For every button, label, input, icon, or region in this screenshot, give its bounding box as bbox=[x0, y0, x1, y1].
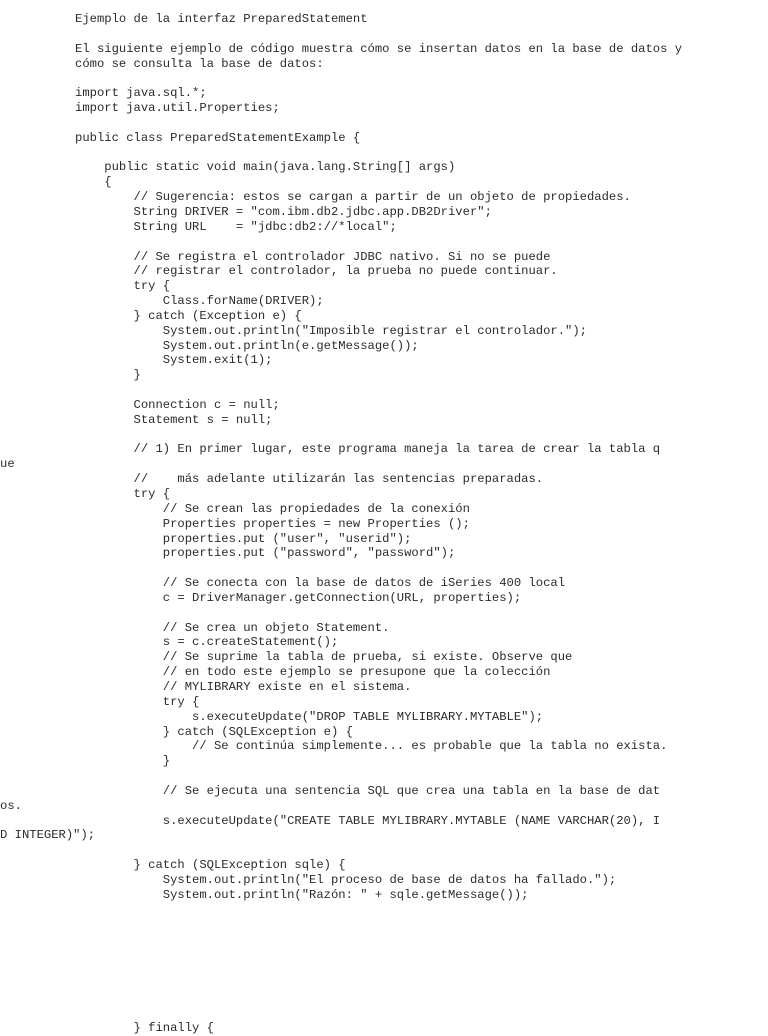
code-line: try { bbox=[75, 694, 200, 709]
code-listing bbox=[0, 12, 683, 1036]
code-line bbox=[75, 428, 682, 443]
code-line bbox=[75, 977, 682, 992]
code-line: // Se conecta con la base de datos de iSeries 400 local bbox=[75, 576, 566, 591]
code-line: System.exit(1); bbox=[75, 353, 273, 368]
code-line: Statement s = null; bbox=[75, 412, 273, 427]
code-line: s = c.createStatement(); bbox=[75, 635, 339, 650]
code-line: cómo se consulta la base de datos: bbox=[75, 56, 324, 71]
code-line: // MYLIBRARY existe en el sistema. bbox=[75, 679, 412, 694]
code-line: } catch (SQLException e) { bbox=[75, 724, 353, 739]
code-line: // en todo este ejemplo se presupone que la colección bbox=[75, 665, 551, 680]
code-line: String URL = "jdbc:db2://*local"; bbox=[75, 219, 397, 234]
code-line bbox=[75, 116, 682, 131]
code-line: String DRIVER = "com.ibm.db2.jdbc.app.DB2Driver"; bbox=[75, 204, 492, 219]
code-line: // Se suprime la tabla de prueba, si existe. Observe que bbox=[75, 650, 573, 665]
code-line bbox=[75, 992, 682, 1007]
code-line bbox=[75, 1007, 682, 1022]
code-line: // Sugerencia: estos se cargan a partir de un objeto de propiedades. bbox=[75, 190, 631, 205]
code-line bbox=[75, 962, 682, 977]
code-line bbox=[75, 71, 682, 86]
code-line: El siguiente ejemplo de código muestra cómo se insertan datos en la base de datos y bbox=[75, 41, 683, 56]
code-line: properties.put ("user", "userid"); bbox=[75, 531, 412, 546]
code-line bbox=[75, 606, 682, 621]
code-line: } catch (SQLException sqle) { bbox=[75, 858, 346, 873]
code-line: Class.forName(DRIVER); bbox=[75, 294, 324, 309]
code-line bbox=[75, 235, 682, 250]
code-line: System.out.println("Imposible registrar el controlador."); bbox=[75, 323, 587, 338]
document-title: Ejemplo de la interfaz PreparedStatement bbox=[75, 12, 368, 26]
code-line bbox=[75, 561, 682, 576]
code-line: public class PreparedStatementExample { bbox=[75, 130, 361, 145]
code-line: System.out.println("Razón: " + sqle.getMessage()); bbox=[75, 887, 529, 902]
code-line: } finally { bbox=[75, 1021, 214, 1036]
code-line: System.out.println("El proceso de base de datos ha fallado."); bbox=[75, 872, 617, 887]
code-line: // Se registra el controlador JDBC nativo. Si no se puede bbox=[75, 249, 551, 264]
code-line: // Se crea un objeto Statement. bbox=[75, 620, 390, 635]
code-line bbox=[75, 947, 682, 962]
code-line: // Se ejecuta una sentencia SQL que crea una tabla en la base de dat bbox=[75, 783, 661, 798]
code-line: // registrar el controlador, la prueba no puede continuar. bbox=[75, 264, 558, 279]
code-line: s.executeUpdate("DROP TABLE MYLIBRARY.MYTABLE"); bbox=[75, 709, 544, 724]
code-line bbox=[75, 932, 682, 947]
code-line: // 1) En primer lugar, este programa maneja la tarea de crear la tabla q bbox=[75, 442, 661, 457]
code-line: System.out.println(e.getMessage()); bbox=[75, 338, 419, 353]
code-line: } bbox=[75, 754, 171, 769]
code-line: { bbox=[75, 175, 112, 190]
code-line: public static void main(java.lang.String[] args) bbox=[75, 160, 456, 175]
code-line bbox=[75, 383, 682, 398]
code-line bbox=[75, 917, 682, 932]
code-line: os. bbox=[0, 798, 22, 813]
code-line: Connection c = null; bbox=[75, 397, 280, 412]
code-line: try { bbox=[75, 487, 171, 501]
code-line: ue bbox=[0, 457, 15, 472]
code-line: // Se continúa simplemente... es probable que la tabla no exista. bbox=[75, 739, 668, 754]
code-line: c = DriverManager.getConnection(URL, properties); bbox=[75, 590, 522, 605]
code-line bbox=[75, 903, 682, 918]
code-line bbox=[75, 769, 682, 784]
code-line: } catch (Exception e) { bbox=[75, 308, 302, 323]
code-line: properties.put ("password", "password"); bbox=[75, 546, 456, 561]
code-line bbox=[75, 146, 682, 161]
code-line bbox=[75, 27, 682, 42]
code-line: } bbox=[75, 368, 141, 383]
code-line: D INTEGER)"); bbox=[0, 828, 96, 843]
code-line: import java.util.Properties; bbox=[75, 101, 280, 116]
code-line: try { bbox=[75, 279, 171, 294]
code-line: // Se crean las propiedades de la conexión bbox=[75, 501, 470, 516]
code-line bbox=[75, 843, 682, 858]
code-line: import java.sql.*; bbox=[75, 86, 207, 101]
code-line: Properties properties = new Properties (); bbox=[75, 516, 470, 531]
code-line: // más adelante utilizarán las sentencias preparadas. bbox=[75, 472, 544, 487]
code-line: s.executeUpdate("CREATE TABLE MYLIBRARY.MYTABLE (NAME VARCHAR(20), I bbox=[75, 813, 661, 828]
